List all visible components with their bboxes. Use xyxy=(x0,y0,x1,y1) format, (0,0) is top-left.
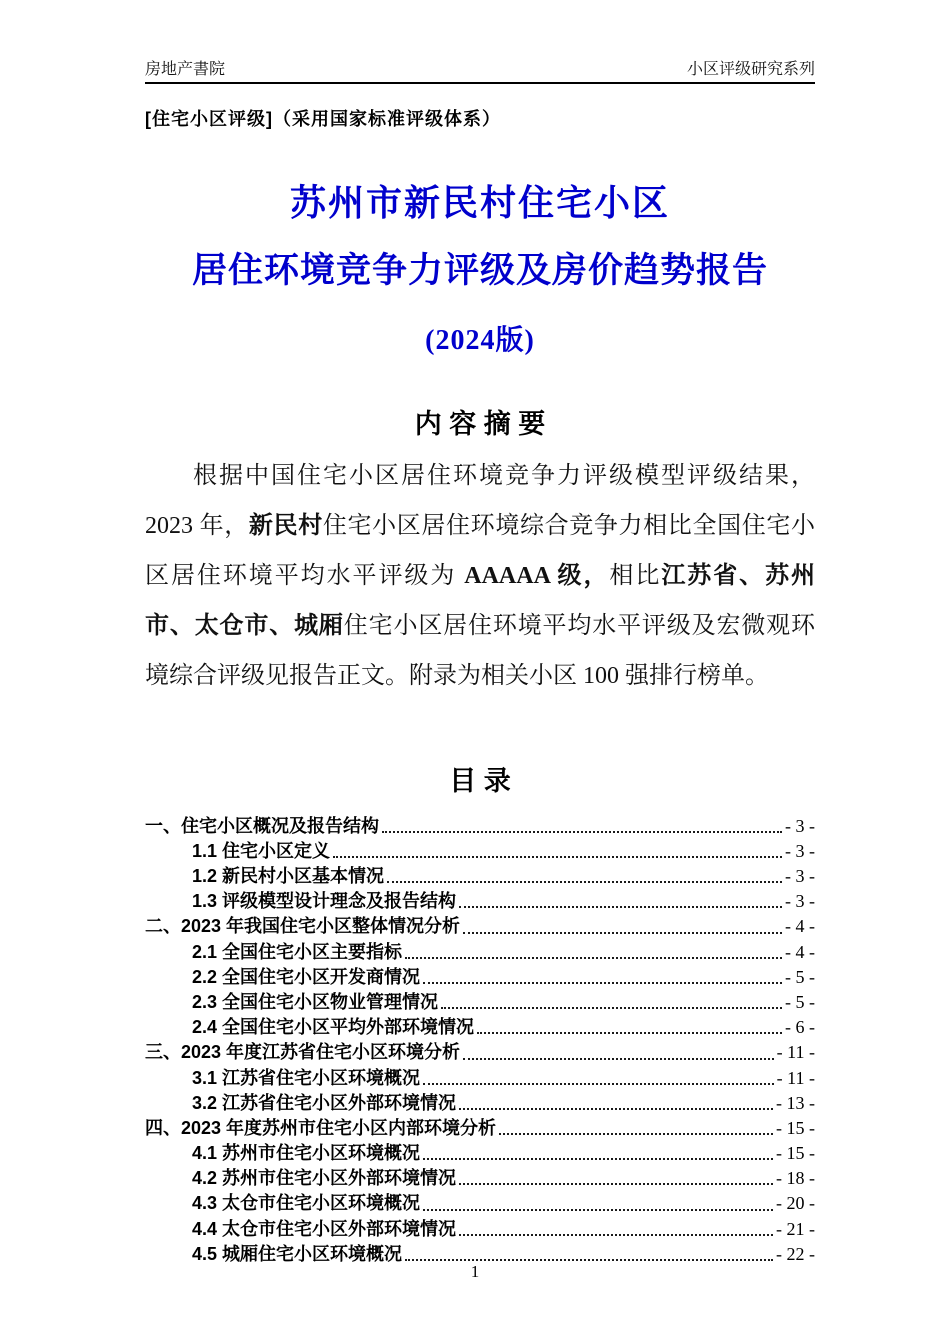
toc-item-label: 二、2023 年我国住宅小区整体情况分析 xyxy=(145,916,461,937)
toc-leader-dots xyxy=(459,1183,773,1185)
toc-item xyxy=(145,940,815,965)
toc-item xyxy=(145,990,815,1015)
toc-leader-dots xyxy=(405,957,782,959)
report-edition: (2024版) xyxy=(425,324,535,356)
report-title-line1: 苏州市新民村住宅小区 xyxy=(289,183,670,223)
toc-item-page: - 11 - xyxy=(776,1042,815,1063)
abstract-paragraph xyxy=(145,451,815,701)
toc-item xyxy=(145,814,815,839)
toc-leader-dots xyxy=(423,1209,773,1211)
toc-leader-dots xyxy=(333,856,782,858)
toc-item-label: 2.3 全国住宅小区物业管理情况 xyxy=(192,991,439,1012)
toc-item-page: - 5 - xyxy=(785,966,815,987)
toc-item-page: - 15 - xyxy=(776,1117,815,1138)
toc-item-label: 2.4 全国住宅小区平均外部环境情况 xyxy=(192,1017,475,1038)
abstract-text-bold: 江苏省、苏州市、太仓市、城厢 xyxy=(145,562,816,639)
toc-item xyxy=(145,965,815,990)
toc-item-label: 4.4 太仓市住宅小区外部环境情况 xyxy=(192,1218,457,1239)
toc-item-label: 2.1 全国住宅小区主要指标 xyxy=(192,941,403,962)
abstract-text-bold: AAAAA 级， xyxy=(464,562,610,589)
toc-item xyxy=(145,1166,815,1191)
toc-item-label: 三、2023 年度江苏省住宅小区环境分析 xyxy=(145,1042,461,1063)
toc-item-page: - 15 - xyxy=(776,1143,815,1164)
toc-item-page: - 4 - xyxy=(785,941,815,962)
running-header xyxy=(145,56,815,84)
classification-line: [住宅小区评级]（采用国家标准评级体系） xyxy=(145,109,501,129)
toc-item-label: 四、2023 年度苏州市住宅小区内部环境分析 xyxy=(145,1117,497,1138)
toc-item xyxy=(145,1066,815,1091)
toc-item xyxy=(145,1191,815,1216)
toc-item-label: 4.3 太仓市住宅小区环境概况 xyxy=(192,1193,421,1214)
toc-leader-dots xyxy=(387,881,782,883)
toc-item-page: - 3 - xyxy=(785,866,815,886)
toc-item xyxy=(145,1116,815,1141)
toc-item-label: 1.1 住宅小区定义 xyxy=(192,840,331,861)
toc-item-page: - 20 - xyxy=(776,1193,815,1214)
toc-item-label: 3.2 江苏省住宅小区外部环境情况 xyxy=(192,1092,457,1113)
toc-item xyxy=(145,1091,815,1116)
abstract-heading: 内 容 摘 要 xyxy=(414,408,546,439)
toc-item xyxy=(145,1040,815,1065)
abstract-text: 住宅小区居住环境平均水平评级及宏微观环境综合评级见报告正文。附录为相关小区 100 强排行榜单。 xyxy=(145,612,816,689)
toc-item-label: 1.2 新民村小区基本情况 xyxy=(192,866,385,886)
toc-item-page: - 18 - xyxy=(776,1168,815,1189)
toc-item xyxy=(145,839,815,864)
toc-heading: 目 录 xyxy=(449,765,511,796)
toc-item xyxy=(145,1015,815,1040)
toc-leader-dots xyxy=(463,1058,774,1060)
toc-leader-dots xyxy=(441,1007,782,1009)
toc-item-page: - 3 - xyxy=(785,840,815,861)
header-left-text: 房地产書院 xyxy=(145,61,226,78)
abstract-text: 住宅小区居住环境综合竞争力相比全国住宅小区居住环境平均水平评级为 xyxy=(145,512,816,589)
toc-leader-dots xyxy=(477,1032,782,1034)
header-right-text: 小区评级研究系列 xyxy=(686,61,815,78)
toc-item-page: - 3 - xyxy=(785,891,815,912)
toc-leader-dots xyxy=(405,1259,773,1261)
toc-item-label: 3.1 江苏省住宅小区环境概况 xyxy=(192,1067,421,1088)
report-title-line2: 居住环境竞争力评级及房价趋势报告 xyxy=(191,251,768,291)
toc-item-label: 1.3 评级模型设计理念及报告结构 xyxy=(192,891,457,912)
toc-item-page: - 5 - xyxy=(785,991,815,1012)
toc-leader-dots xyxy=(382,831,782,833)
toc-leader-dots xyxy=(423,1083,774,1085)
toc-item-label: 4.5 城厢住宅小区环境概况 xyxy=(192,1243,403,1264)
toc-item-label: 4.2 苏州市住宅小区外部环境情况 xyxy=(192,1168,457,1189)
table-of-contents xyxy=(145,814,815,1267)
toc-leader-dots xyxy=(423,982,782,984)
toc-item-label: 一、住宅小区概况及报告结构 xyxy=(145,815,379,836)
toc-item-page: - 4 - xyxy=(785,916,815,937)
toc-leader-dots xyxy=(499,1133,773,1135)
toc-leader-dots xyxy=(459,1234,773,1236)
toc-leader-dots xyxy=(423,1158,773,1160)
abstract-text: 相比 xyxy=(609,562,662,589)
page-number: 1 xyxy=(470,1262,480,1281)
toc-item xyxy=(145,1141,815,1166)
toc-item-page: - 11 - xyxy=(776,1067,815,1088)
toc-item-label: 4.1 苏州市住宅小区环境概况 xyxy=(192,1143,421,1164)
toc-item xyxy=(145,864,815,889)
toc-item xyxy=(145,889,815,914)
toc-item-page: - 3 - xyxy=(785,815,815,836)
toc-item-page: - 6 - xyxy=(785,1017,815,1038)
title-block xyxy=(145,183,815,358)
toc-item xyxy=(145,914,815,939)
abstract-text-bold: 新民村 xyxy=(248,512,323,539)
toc-leader-dots xyxy=(459,1108,773,1110)
toc-item xyxy=(145,1217,815,1242)
toc-item-page: - 13 - xyxy=(776,1092,815,1113)
toc-item-page: - 21 - xyxy=(776,1218,815,1239)
toc-item-page: - 22 - xyxy=(776,1243,815,1264)
abstract-text: 根据中国住宅小区居住环境竞争力评级模型评级结果，2023 年， xyxy=(145,462,815,539)
toc-item-label: 2.2 全国住宅小区开发商情况 xyxy=(192,966,421,987)
toc-leader-dots xyxy=(463,932,782,934)
toc-leader-dots xyxy=(459,906,782,908)
